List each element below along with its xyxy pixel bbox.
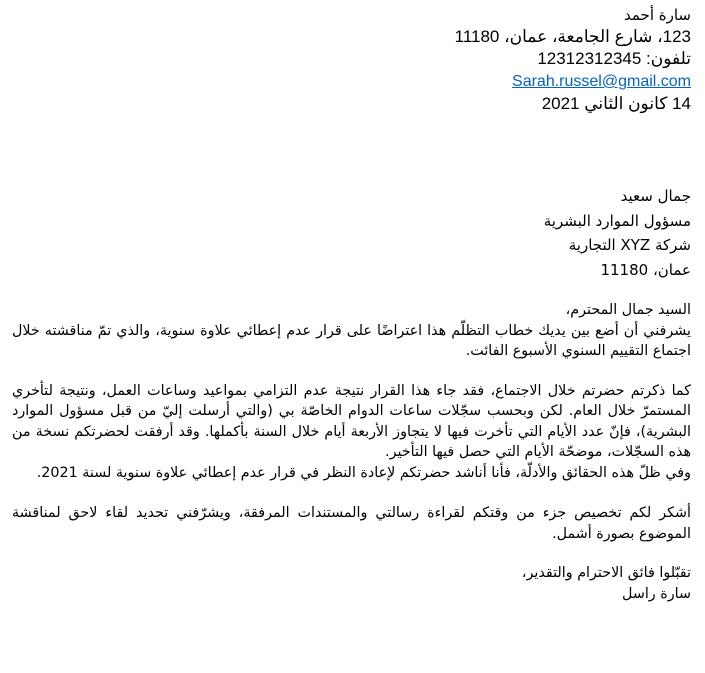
letter-date: 14 كانون الثاني 2021: [541, 94, 691, 113]
sender-address: 123، شارع الجامعة، عمان، 11180: [454, 27, 691, 46]
paragraph-3: وفي ظلّ هذه الحقائق والأدلّة، فأنا أناشد حضرتكم لإعادة النظر في قرار عدم إعطائي علاوة سنوية لسنة 2021.: [36, 464, 691, 481]
recipient-name: جمال سعيد: [620, 187, 691, 205]
closing: تقبّلوا فائق الاحترام والتقدير،: [521, 565, 691, 581]
recipient-company: شركة XYZ التجارية: [568, 236, 691, 254]
paragraph-4: أشكر لكم تخصيص جزء من وقتكم لقراءة رسالتي والمستندات المرفقة، ويشرّفني تحديد لقاء لاحق لمناقشة الموضوع بصورة أشمل.: [12, 505, 691, 542]
sender-name: سارة أحمد: [624, 6, 691, 24]
sender-phone: تلفون: 12312312345: [537, 49, 691, 68]
sender-block: [455, 4, 691, 115]
recipient-block: [544, 184, 691, 282]
signature: سارة راسل: [622, 585, 691, 602]
sender-email-link[interactable]: Sarah.russel@gmail.com: [512, 73, 691, 90]
recipient-city: عمان، 11180: [600, 260, 691, 279]
letter-body: [12, 300, 691, 604]
paragraph-1: يشرفني أن أضع بين يديك خطاب التظلّم هذا اعتراضًا على قرار عدم إعطائي علاوة سنوية، والذي تمّ مناقشته خلال اجتماع التقييم السنوي الأسبوع الفائت.: [12, 322, 691, 359]
paragraph-2: كما ذكرتم حضرتم خلال الاجتماع، فقد جاء هذا القرار نتيجة عدم التزامي بمواعيد وساعات العمل، ونتيجة لتأخري المستمرّ خلال العام. لكن وبحسب سجّلات ساعات الدوام الخاصّة بي (والتي أرسلت إليّ من قبل مسؤول الموارد البشرية)، فإنّ عدد الأيام التي تأخرت فيها لا يتجاوز الأربعة أيام خلال السنة بأكملها. وقد أرفقت لحضرتكم نسخة من هذه السجّلات، موضحّة الأيام التي حصل فيها التأخير.: [12, 382, 691, 460]
salutation: السيد جمال المحترم،: [565, 302, 691, 318]
recipient-title: مسؤول الموارد البشرية: [543, 211, 691, 230]
